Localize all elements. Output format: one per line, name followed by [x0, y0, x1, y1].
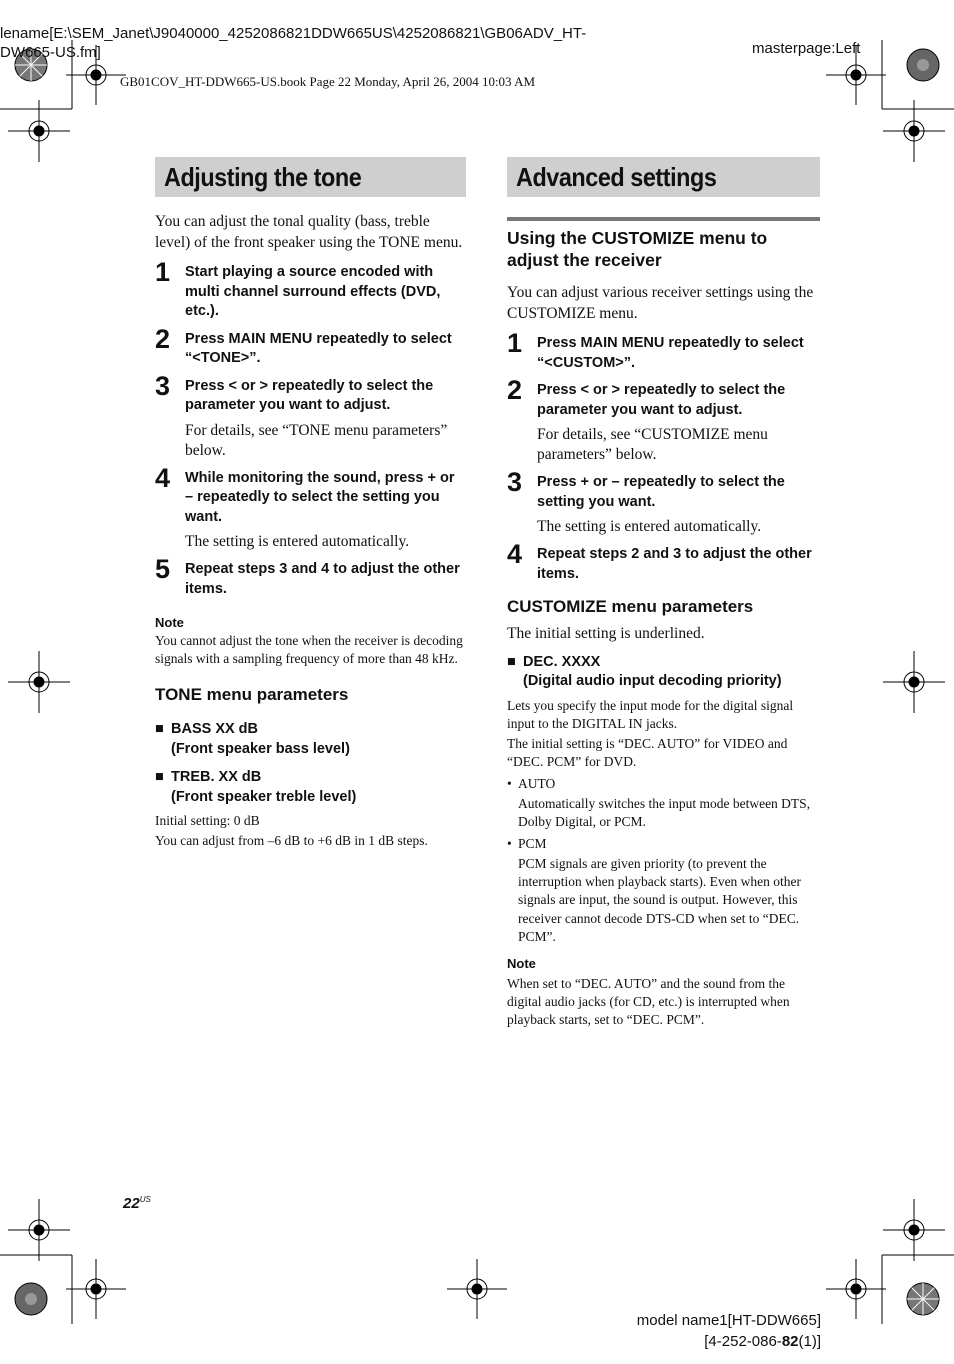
filename-line-2: DW665-US.fm]	[0, 44, 101, 61]
square-bullet-icon: ■	[155, 721, 164, 737]
step	[155, 257, 466, 322]
filename-line-1: lename[E:\SEM_Janet\J9040000_4252086821DDW665US\4252086821\GB06ADV_HT-	[0, 25, 587, 42]
param-desc: (Front speaker treble level)	[171, 788, 357, 805]
step-number: 2	[155, 323, 171, 354]
note-heading: Note	[507, 956, 536, 972]
crosshair-icon	[66, 1259, 126, 1319]
section-title: Adjusting the tone	[164, 162, 362, 192]
param-dec	[507, 653, 820, 692]
crosshair-icon	[883, 100, 945, 162]
crosshair-icon	[883, 1199, 945, 1261]
initial-setting: Initial setting: 0 dB	[155, 813, 260, 828]
param-name: DEC. XXXX	[523, 653, 601, 670]
step	[507, 539, 820, 584]
step-instruction: Press < or > repeatedly to select the parameter you want to adjust.	[185, 377, 434, 413]
step-number: 2	[507, 375, 523, 405]
filename-header	[0, 24, 586, 62]
step	[155, 462, 466, 553]
step	[507, 375, 820, 465]
page-number	[123, 1195, 151, 1212]
option-pcm	[507, 835, 820, 947]
bullet-icon: •	[507, 775, 512, 791]
params-intro: The initial setting is underlined.	[507, 625, 705, 642]
step-number: 3	[507, 467, 523, 497]
step-number: 1	[507, 328, 523, 358]
step	[507, 467, 820, 537]
param-treble	[155, 768, 466, 807]
step	[155, 323, 466, 369]
step-instruction: While monitoring the sound, press + or – repeatedly to select the setting you want.	[185, 469, 455, 525]
step-detail: For details, see “TONE menu parameters” below.	[185, 421, 448, 459]
starburst-icon	[14, 1282, 48, 1316]
left-column	[155, 157, 466, 851]
masterpage-label: masterpage:Left	[752, 40, 861, 57]
section-banner	[507, 157, 820, 197]
crosshair-icon	[826, 1259, 886, 1319]
section-rule	[507, 217, 820, 221]
step-detail: The setting is entered automatically.	[537, 518, 762, 535]
crosshair-icon	[8, 1199, 70, 1261]
intro-text: You can adjust the tonal quality (bass, treble level) of the front speaker using the TONE menu.	[155, 213, 463, 251]
section-title: Advanced settings	[516, 162, 717, 192]
model-line-1: model name1[HT-DDW665]	[636, 1312, 821, 1329]
note-text: When set to “DEC. AUTO” and the sound from the digital audio jacks (for CD, etc.) is interrupted when playback starts, set to “DEC. PCM”.	[507, 976, 790, 1028]
crosshair-icon	[8, 100, 70, 162]
step	[155, 554, 466, 599]
params-heading: TONE menu parameters	[155, 685, 349, 704]
page-number-value: 22	[123, 1195, 140, 1212]
step	[155, 370, 466, 461]
step-number: 4	[507, 539, 523, 569]
step-instruction: Repeat steps 2 and 3 to adjust the other items.	[537, 546, 812, 582]
range-text: You can adjust from –6 dB to +6 dB in 1 dB steps.	[155, 833, 428, 849]
subheading: Using the CUSTOMIZE menu to adjust the receiver	[507, 228, 768, 270]
param-name: TREB. XX dB	[171, 769, 262, 785]
param-name: BASS XX dB	[171, 721, 259, 737]
section-banner	[155, 157, 466, 197]
step-number: 1	[155, 257, 171, 287]
crosshair-icon	[883, 651, 945, 713]
param-desc: (Front speaker bass level)	[171, 740, 350, 757]
note-heading: Note	[155, 615, 184, 630]
step-detail: For details, see “CUSTOMIZE menu parameters” below.	[537, 426, 768, 463]
starburst-icon	[906, 1282, 940, 1316]
param-bass	[155, 720, 466, 759]
step-instruction: Start playing a source encoded with multi channel surround effects (DVD, etc.).	[185, 264, 441, 319]
step-instruction: Press MAIN MENU repeatedly to select “<TONE>”.	[185, 330, 452, 366]
param-initial: The initial setting is “DEC. AUTO” for VIDEO and “DEC. PCM” for DVD.	[507, 736, 788, 770]
crosshair-icon	[8, 651, 70, 713]
param-description: Lets you specify the input mode for the digital signal input to the DIGITAL IN jacks.	[507, 697, 794, 731]
book-info: GB01COV_HT-DDW665-US.book Page 22 Monday, April 26, 2004 10:03 AM	[120, 74, 536, 89]
step-number: 3	[155, 370, 171, 401]
step	[507, 328, 820, 373]
param-desc: (Digital audio input decoding priority)	[523, 673, 782, 689]
right-column	[507, 157, 820, 1029]
crosshair-icon	[447, 1259, 507, 1319]
option-label: PCM	[518, 835, 547, 851]
model-line-2: [4-252-086-82(1)]	[704, 1333, 821, 1350]
params-heading: CUSTOMIZE menu parameters	[507, 597, 754, 616]
step-instruction: Repeat steps 3 and 4 to adjust the other items.	[185, 561, 460, 597]
step-number: 4	[155, 462, 171, 493]
option-auto	[507, 775, 820, 832]
step-instruction: Press MAIN MENU repeatedly to select “<CUSTOM>”.	[537, 335, 804, 371]
square-bullet-icon: ■	[155, 769, 164, 785]
step-instruction: Press < or > repeatedly to select the parameter you want to adjust.	[537, 382, 786, 418]
step-instruction: Press + or – repeatedly to select the setting you want.	[537, 474, 785, 510]
square-bullet-icon: ■	[507, 653, 516, 670]
option-text: Automatically switches the input mode between DTS, Dolby Digital, or PCM.	[518, 795, 811, 830]
bullet-icon: •	[507, 835, 512, 851]
option-label: AUTO	[518, 775, 556, 791]
step-detail: The setting is entered automatically.	[185, 533, 410, 550]
note-text: You cannot adjust the tone when the receiver is decoding signals with a sampling frequency of more than 48 kHz.	[155, 633, 463, 666]
starburst-icon	[906, 48, 940, 82]
option-text: PCM signals are given priority (to prevent the interruption when playback starts). Even when other signals are input, the sound is output. However, this receiver cannot decode DTS-CD when set to “DEC. PCM”.	[518, 855, 802, 945]
model-info	[600, 1310, 821, 1352]
step-number: 5	[155, 554, 171, 584]
page-suffix: US	[139, 1195, 151, 1204]
intro-text: You can adjust various receiver settings using the CUSTOMIZE menu.	[507, 284, 814, 322]
